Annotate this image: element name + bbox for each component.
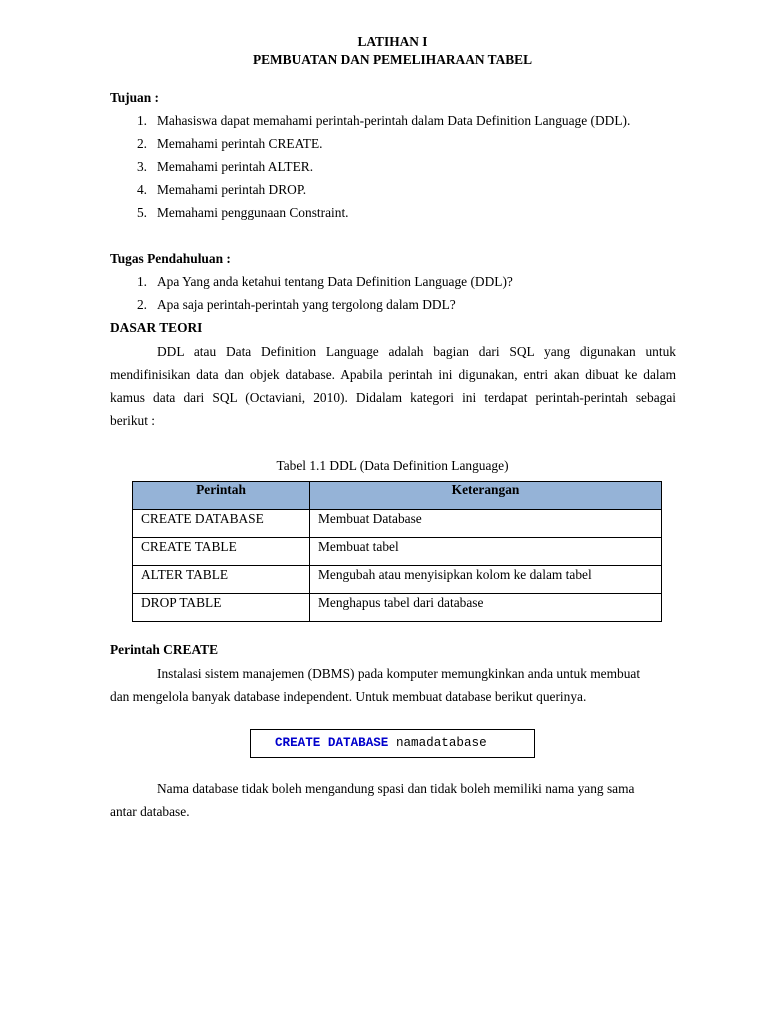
document-page: LATIHAN I PEMBUATAN DAN PEMELIHARAAN TABEL Tujuan : 1. Mahasiswa dapat memahami perintah-perintah dalam Data Definition Language (DDL). 2. Memahami perintah CREATE. 3. Memahami perintah ALTER. 4. Memahami perintah DROP. 5. Memahami penggunaan Constraint. Tugas Pendahuluan : 1. Apa Yang anda ketahui tentang Data Definition Language (DDL)? 2. Apa saja perintah-perintah yang tergolong dalam DDL? DASAR TEORI DDL atau Data Definition Language adalah bagian dari SQL yang digunakan untuk mendifinisikan data dan objek database. Apabila perintah ini digunakan, entri akan dibuat ke dalam kamus data dari SQL (Octaviani, 2010). Didalam kategori ini terdapat perintah-perintah sebagai berikut : Tabel 1.1 DDL (Data Definition Language) Perintah Keterangan CREATE DATABASE Membuat Database CREATE TABLE Membuat tabel ALTER TABLE Mengubah atau menyisipkan kolom ke dalam tabel DROP TABLE Menghapus tabel dari database Perintah CREATE Instalasi sistem manajemen (DBMS) pada komputer memungkinkan anda untuk membuat dan mengelola banyak database independent. Untuk membuat database berikut querinya. CREATE DATABASE namadatabase Nama database tidak boleh mengandung spasi dan tidak boleh memiliki nama yang sama antar database. <box>0 0 768 1024</box>
table-cell: DROP TABLE <box>133 594 310 622</box>
table-header-perintah: Perintah <box>133 482 310 510</box>
dasar-teori-heading: DASAR TEORI <box>110 320 203 335</box>
perintah-create-heading: Perintah CREATE <box>110 642 218 657</box>
table-cell: ALTER TABLE <box>133 566 310 594</box>
table-cell: Menghapus tabel dari database <box>310 594 662 622</box>
title-line-2: PEMBUATAN DAN PEMELIHARAAN TABEL <box>252 52 533 67</box>
paragraph-line: mendifinisikan data dan objek database. Apabila perintah ini digunakan, entri akan dibuat ke dalam <box>110 367 676 382</box>
table-row <box>133 594 662 622</box>
closing-paragraph <box>110 777 676 823</box>
paragraph-line: berikut : <box>110 413 155 428</box>
table-cell: CREATE TABLE <box>133 538 310 566</box>
paragraph-line: Instalasi sistem manajemen (DBMS) pada komputer memungkinkan anda untuk membuat <box>157 666 641 681</box>
paragraph-line: antar database. <box>110 804 190 819</box>
title-line-1: LATIHAN I <box>357 34 428 49</box>
paragraph-line: DDL atau Data Definition Language adalah bagian dari SQL yang digunakan untuk <box>157 344 676 359</box>
table-row <box>133 566 662 594</box>
paragraph-line: dan mengelola banyak database independent. Untuk membuat database berikut querinya. <box>110 689 587 704</box>
code-keyword: CREATE DATABASE <box>275 736 389 750</box>
code-identifier: namadatabase <box>395 736 487 750</box>
table-cell: Mengubah atau menyisipkan kolom ke dalam tabel <box>310 566 662 594</box>
table-header-row <box>133 482 662 510</box>
paragraph-line: Nama database tidak boleh mengandung spasi dan tidak boleh memiliki nama yang sama <box>157 781 635 796</box>
table-cell: Membuat Database <box>310 510 662 538</box>
dasar-teori-paragraph <box>110 340 676 432</box>
tujuan-heading: Tujuan : <box>110 90 160 105</box>
paragraph-line: kamus data dari SQL (Octaviani, 2010). Didalam kategori ini terdapat perintah-perintah sebagai <box>110 390 676 405</box>
table-cell: CREATE DATABASE <box>133 510 310 538</box>
table-cell: Membuat tabel <box>310 538 662 566</box>
table-row <box>133 510 662 538</box>
ddl-table <box>132 481 662 622</box>
table-caption: Tabel 1.1 DDL (Data Definition Language) <box>276 458 509 473</box>
code-box <box>250 729 535 758</box>
table-header-keterangan: Keterangan <box>310 482 662 510</box>
table-row <box>133 538 662 566</box>
tugas-heading: Tugas Pendahuluan : <box>110 251 231 266</box>
perintah-create-paragraph <box>110 662 676 708</box>
